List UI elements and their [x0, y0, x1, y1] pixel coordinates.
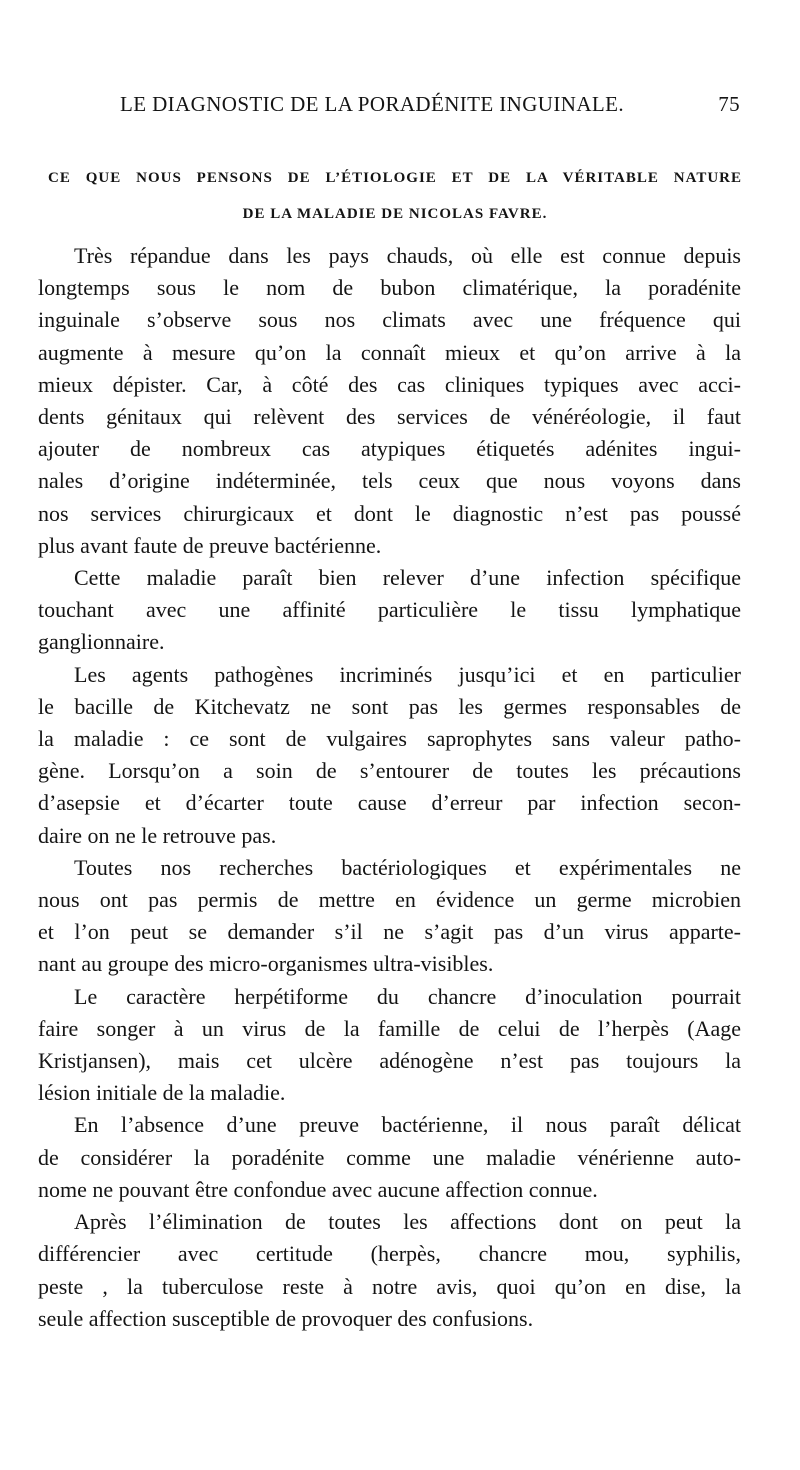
- text-line: le bacille de Kitchevatz ne sont pas les germes responsables de: [38, 693, 741, 719]
- text-line: seule affection susceptible de provoquer des confusions.: [38, 1305, 534, 1331]
- text-line: touchant avec une affinité particulière le tissu lymphatique: [38, 597, 741, 623]
- text-line: ajouter de nombreux cas atypiques étiquetés adénites ingui-: [38, 436, 741, 462]
- text-line: nous ont pas permis de mettre en évidence un germe microbien: [38, 887, 741, 913]
- paragraph: [38, 852, 741, 981]
- text-line: d’asepsie et d’écarter toute cause d’erreur par infection secon-: [38, 790, 741, 816]
- text-line: nos services chirurgicaux et dont le diagnostic n’est pas poussé: [38, 500, 741, 526]
- text-line: différencier avec certitude (herpès, chancre mou, syphilis,: [38, 1241, 741, 1267]
- text-line: Le caractère herpétiforme du chancre d’inoculation pourrait: [74, 983, 741, 1009]
- text-line: faire songer à un virus de la famille de celui de l’herpès (Aage: [38, 1015, 741, 1041]
- text-line: nome ne pouvant être confondue avec aucune affection connue.: [38, 1176, 598, 1202]
- text-line: Les agents pathogènes incriminés jusqu’ici et en particulier: [74, 661, 741, 687]
- running-head: [120, 92, 740, 120]
- text-line: longtemps sous le nom de bubon climatérique, la poradénite: [38, 275, 741, 301]
- text-line: Cette maladie paraît bien relever d’une infection spécifique: [74, 565, 741, 591]
- text-line: Kristjansen), mais cet ulcère adénogène n’est pas toujours la: [38, 1048, 741, 1074]
- text-line: Toutes nos recherches bactériologiques et expérimentales ne: [74, 854, 741, 880]
- text-line: de considérer la poradénite comme une maladie vénérienne auto-: [38, 1144, 741, 1170]
- paragraph: [38, 562, 741, 659]
- text-line: gène. Lorsqu’on a soin de s’entourer de toutes les précautions: [38, 758, 741, 784]
- text-line: ganglionnaire.: [38, 629, 165, 655]
- text-line: inguinale s’observe sous nos climats avec une fréquence qui: [38, 307, 741, 333]
- section-title-line: CE QUE NOUS PENSONS DE L’ÉTIOLOGIE ET DE LA VÉRITABLE NATURE: [48, 170, 742, 186]
- running-title: LE DIAGNOSTIC DE LA PORADÉNITE INGUINALE.: [120, 92, 625, 116]
- paragraph: [38, 240, 741, 562]
- text-line: Très répandue dans les pays chauds, où elle est connue depuis: [74, 243, 741, 268]
- text-line: peste , la tuberculose reste à notre avis, quoi qu’on en dise, la: [38, 1273, 741, 1299]
- text-line: nales d’origine indéterminée, tels ceux que nous voyons dans: [38, 468, 741, 494]
- text-line: lésion initiale de la maladie.: [38, 1080, 286, 1106]
- paragraph: [38, 1206, 741, 1335]
- text-line: la maladie : ce sont de vulgaires saprophytes sans valeur patho-: [38, 726, 741, 752]
- section-title-line: DE LA MALADIE DE NICOLAS FAVRE.: [242, 206, 548, 222]
- text-line: daire on ne le retrouve pas.: [38, 822, 277, 848]
- text-line: Après l’élimination de toutes les affections dont on peut la: [74, 1209, 741, 1235]
- body-text: [38, 240, 741, 1335]
- section-title: [48, 160, 742, 232]
- text-line: plus avant faute de preuve bactérienne.: [38, 532, 382, 558]
- paragraph: [38, 659, 741, 852]
- page-number: 75: [718, 92, 740, 116]
- text-line: En l’absence d’une preuve bactérienne, il nous paraît délicat: [74, 1112, 741, 1138]
- text-line: augmente à mesure qu’on la connaît mieux et qu’on arrive à la: [38, 339, 741, 365]
- text-line: nant au groupe des micro-organismes ultra-visibles.: [38, 951, 494, 977]
- paragraph: [38, 1109, 741, 1206]
- text-line: et l’on peut se demander s’il ne s’agit pas d’un virus apparte-: [38, 919, 741, 945]
- text-line: dents génitaux qui relèvent des services de vénéréologie, il faut: [38, 404, 741, 430]
- paragraph: [38, 981, 741, 1110]
- text-line: mieux dépister. Car, à côté des cas cliniques typiques avec acci-: [38, 371, 741, 397]
